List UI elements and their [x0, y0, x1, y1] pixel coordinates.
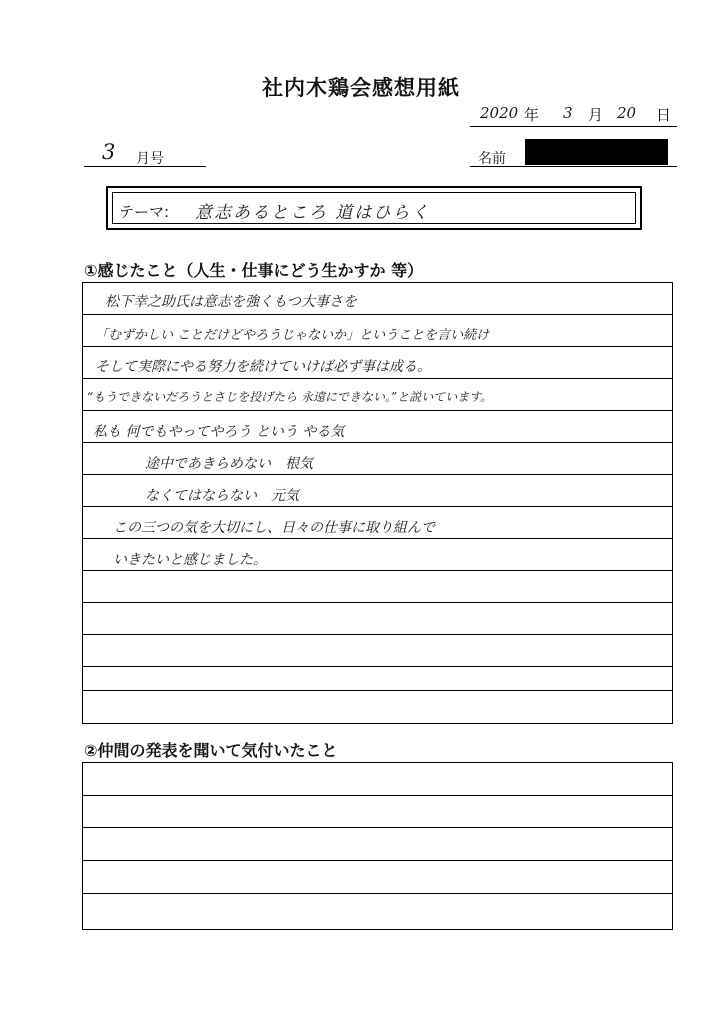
name-redaction [525, 139, 668, 165]
answer-line: 松下幸之助氏は意志を強くもつ大事さを [105, 294, 357, 310]
answer-line: そして実際にやる努力を続けていけば必ず事は成る。 [95, 359, 431, 375]
ruled-line [83, 690, 672, 691]
issue-value: 3 [102, 140, 116, 164]
section2-heading: ②仲間の発表を聞いて気付いたこと [84, 741, 338, 760]
name-label: 名前 [478, 151, 506, 167]
answer-line: 「むずかしい ことだけどやろうじゃないか」ということを言い続け [95, 328, 490, 343]
answer-line: 私も 何でもやってやろう という やる気 [93, 424, 345, 440]
theme-inner-frame [112, 192, 636, 224]
form-title: 社内木鶏会感想用紙 [262, 76, 460, 100]
ruled-line [83, 602, 672, 603]
ruled-line [83, 474, 672, 475]
section1-lines-box[interactable] [82, 282, 673, 724]
answer-line: この三つの気を大切にし、日々の仕事に取り組んで [113, 520, 435, 536]
issue-field[interactable] [84, 142, 206, 167]
date-month: 3 [563, 104, 573, 122]
ruled-line [83, 442, 672, 443]
date-month-label: 月 [588, 106, 604, 124]
ruled-line [83, 410, 672, 411]
date-day-label: 日 [656, 106, 672, 124]
ruled-line [83, 827, 672, 828]
date-field[interactable] [470, 104, 677, 127]
issue-label: 月号 [136, 151, 164, 167]
date-year-label: 年 [524, 106, 540, 124]
answer-line: 途中であきらめない 根気 [145, 456, 313, 472]
ruled-line [83, 346, 672, 347]
section2-lines-box[interactable] [82, 762, 673, 930]
ruled-line [83, 506, 672, 507]
ruled-line [83, 378, 672, 379]
ruled-line [83, 538, 672, 539]
answer-line: “もうできないだろうとさじを投げたら 永遠にできない。”と説いています。 [87, 390, 493, 404]
answer-line: なくてはならない 元気 [145, 488, 299, 504]
ruled-line [83, 860, 672, 861]
theme-box [106, 186, 642, 230]
answer-line: いきたいと感じました。 [113, 552, 267, 568]
theme-label: テーマ: [119, 203, 170, 221]
ruled-line [83, 795, 672, 796]
ruled-line [83, 666, 672, 667]
ruled-line [83, 314, 672, 315]
date-day: 20 [617, 104, 637, 122]
theme-value: 意志あるところ 道はひらく [195, 203, 431, 223]
ruled-line [83, 893, 672, 894]
ruled-line [83, 634, 672, 635]
date-year: 2020 [480, 104, 519, 122]
ruled-line [83, 570, 672, 571]
section1-heading: ①感じたこと（人生・仕事にどう生かすか 等） [84, 261, 424, 280]
